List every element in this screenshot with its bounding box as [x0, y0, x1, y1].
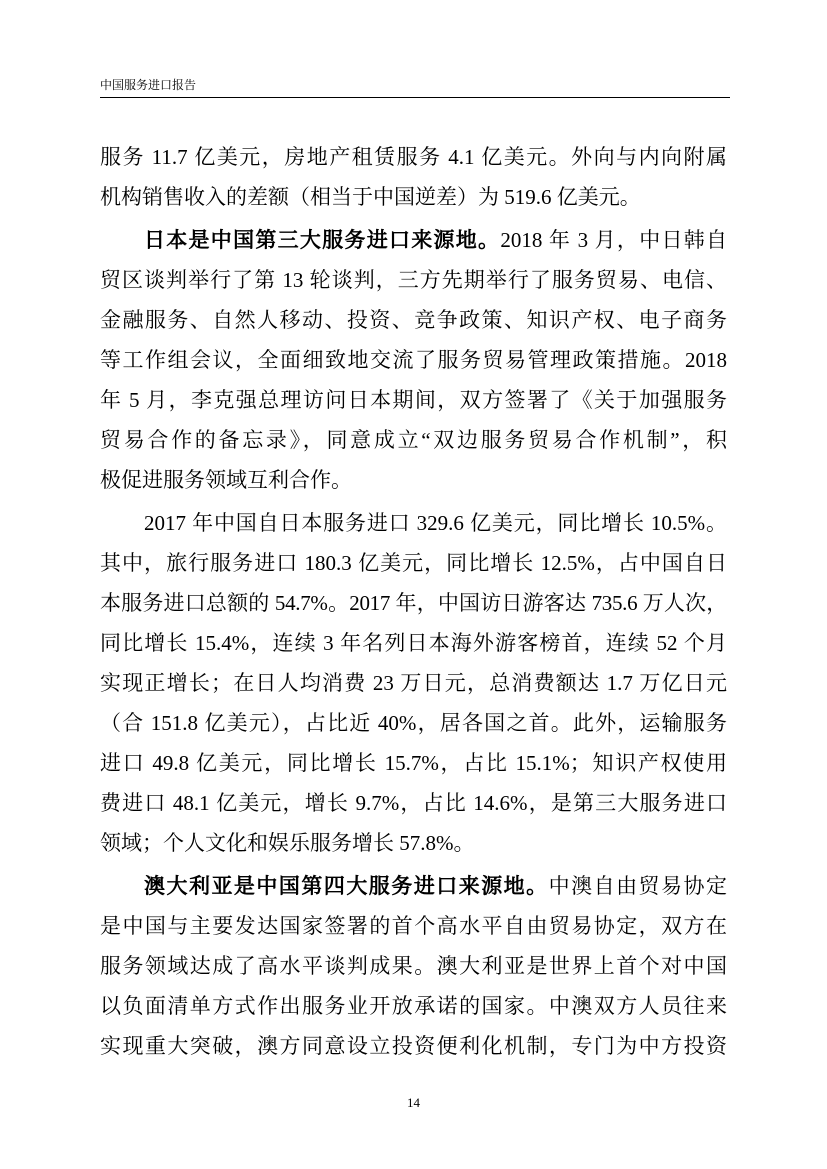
- body-line: [100, 220, 727, 260]
- header-rule: [100, 97, 730, 98]
- body-line: 机构销售收入的差额（相当于中国逆差）为 519.6 亿美元。: [100, 185, 641, 209]
- body-line: 贸区谈判举行了第 13 轮谈判，三方先期举行了服务贸易、电信、: [100, 268, 727, 292]
- body-line: （合 151.8 亿美元），占比近 40%，居各国之首。此外，运输服务: [100, 711, 727, 735]
- paragraph: [100, 220, 727, 500]
- body-line: 极促进服务领域互利合作。: [100, 468, 352, 492]
- paragraph-lead-bold: 澳大利亚是中国第四大服务进口来源地。: [144, 874, 549, 898]
- paragraph: [100, 866, 727, 1066]
- body-line: 等工作组会议，全面细致地交流了服务贸易管理政策措施。2018: [100, 348, 727, 372]
- body-line-text: 2018 年 3 月，中日韩自: [500, 228, 728, 252]
- running-header-title: 中国服务进口报告: [100, 78, 197, 92]
- paragraph: [100, 137, 727, 217]
- body-line: [100, 866, 727, 906]
- body-line: 进口 49.8 亿美元，同比增长 15.7%，占比 15.1%；知识产权使用: [100, 751, 727, 775]
- body-line: 领域；个人文化和娱乐服务增长 57.8%。: [100, 831, 475, 855]
- paragraph: [100, 503, 727, 863]
- body-line: 同比增长 15.4%，连续 3 年名列日本海外游客榜首，连续 52 个月: [100, 631, 727, 655]
- body-line: 2017 年中国自日本服务进口 329.6 亿美元，同比增长 10.5%。: [144, 511, 727, 535]
- body-line: 金融服务、自然人移动、投资、竞争政策、知识产权、电子商务: [100, 308, 727, 332]
- body-line: 以负面清单方式作出服务业开放承诺的国家。中澳双方人员往来: [100, 994, 727, 1018]
- body-line: 费进口 48.1 亿美元，增长 9.7%，占比 14.6%，是第三大服务进口: [100, 791, 727, 815]
- body-line: 实现重大突破，澳方同意设立投资便利化机制，专门为中方投资: [100, 1034, 727, 1058]
- body-text: [100, 137, 727, 1069]
- body-line: 是中国与主要发达国家签署的首个高水平自由贸易协定，双方在: [100, 914, 727, 938]
- paragraph-lead-bold: 日本是中国第三大服务进口来源地。: [144, 228, 501, 252]
- body-line: 服务 11.7 亿美元，房地产租赁服务 4.1 亿美元。外向与内向附属: [100, 145, 727, 169]
- body-line: 贸易合作的备忘录》，同意成立“双边服务贸易合作机制”，积: [100, 428, 727, 452]
- body-line: 实现正增长；在日人均消费 23 万日元，总消费额达 1.7 万亿日元: [100, 671, 727, 695]
- body-line: 年 5 月，李克强总理访问日本期间，双方签署了《关于加强服务: [100, 388, 727, 412]
- body-line: 本服务进口总额的 54.7%。2017 年，中国访日游客达 735.6 万人次，: [100, 591, 727, 615]
- body-line: 其中，旅行服务进口 180.3 亿美元，同比增长 12.5%，占中国自日: [100, 551, 727, 575]
- page-number: 14: [407, 1095, 420, 1110]
- body-line-text: 中澳自由贸易协定: [548, 874, 727, 898]
- body-line: 服务领域达成了高水平谈判成果。澳大利亚是世界上首个对中国: [100, 954, 727, 978]
